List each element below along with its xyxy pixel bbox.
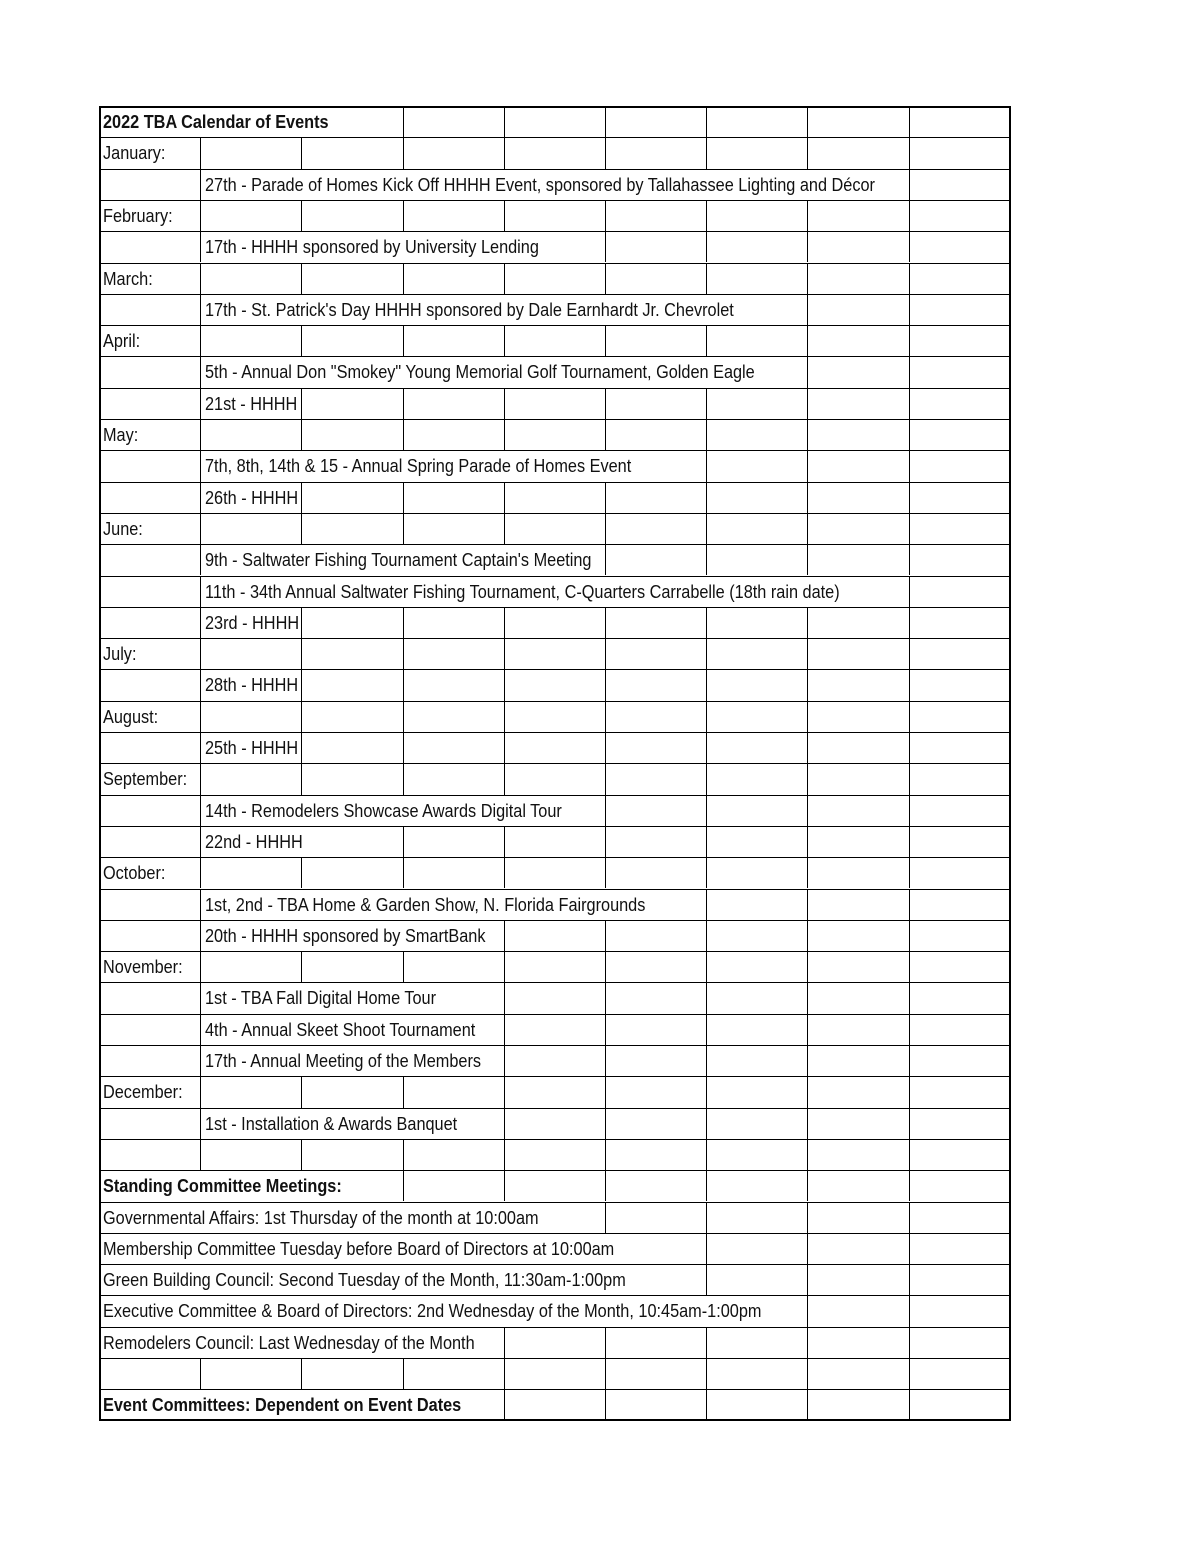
section-heading: Standing Committee Meetings: [103,1175,342,1197]
committee-text: Membership Committee Tuesday before Board of Directors at 10:00am [103,1237,615,1259]
event-text: 7th, 8th, 14th & 15 - Annual Spring Parade of Homes Event [205,455,632,477]
event-text: 17th - Annual Meeting of the Members [205,1050,482,1071]
month-label: August: [103,705,159,727]
event-text: 22nd - HHHH [205,830,303,852]
event-text: 23rd - HHHH [205,611,300,633]
month-label: February: [103,204,173,226]
committee-text: Remodelers Council: Last Wednesday of the Month [103,1331,475,1353]
event-text: 14th - Remodelers Showcase Awards Digital Tour [205,799,563,821]
event-text: 27th - Parade of Homes Kick Off HHHH Event, sponsored by Tallahassee Lighting and Décor [205,173,876,195]
month-label: September: [103,768,188,790]
event-text: 17th - St. Patrick's Day HHHH sponsored by Dale Earnhardt Jr. Chevrolet [205,298,734,320]
month-label: May: [103,424,139,445]
event-text: 21st - HHHH [205,392,298,414]
month-label: April: [103,330,141,352]
table-border [99,106,1011,1421]
event-text: 9th - Saltwater Fishing Tournament Captain's Meeting [205,549,592,571]
event-text: 1st - Installation & Awards Banquet [205,1112,458,1134]
event-text: 1st - TBA Fall Digital Home Tour [205,987,437,1009]
month-label: July: [103,643,137,665]
event-text: 25th - HHHH [205,737,299,758]
committee-text: Executive Committee & Board of Directors: 2nd Wednesday of the Month, 10:45am-1:00pm [103,1300,762,1322]
event-text: 28th - HHHH [205,674,299,696]
month-label: January: [103,142,166,164]
page-title: 2022 TBA Calendar of Events [103,111,329,132]
month-label: March: [103,267,153,289]
month-label: October: [103,862,166,884]
event-text: 26th - HHHH [205,486,299,508]
month-label: December: [103,1081,183,1103]
calendar-sheet [99,106,1011,1421]
event-text: 20th - HHHH sponsored by SmartBank [205,924,486,946]
month-label: June: [103,517,143,539]
committee-text: Green Building Council: Second Tuesday of the Month, 11:30am-1:00pm [103,1269,626,1291]
event-text: 4th - Annual Skeet Shoot Tournament [205,1018,476,1040]
section-heading: Event Committees: Dependent on Event Dates [103,1394,462,1416]
event-text: 11th - 34th Annual Saltwater Fishing Tournament, C-Quarters Carrabelle (18th rain date) [205,580,840,602]
event-text: 5th - Annual Don "Smokey" Young Memorial Golf Tournament, Golden Eagle [205,361,755,383]
committee-text: Governmental Affairs: 1st Thursday of the month at 10:00am [103,1206,539,1228]
event-text: 17th - HHHH sponsored by University Lending [205,236,540,258]
month-label: November: [103,956,183,978]
event-text: 1st, 2nd - TBA Home & Garden Show, N. Florida Fairgrounds [205,893,646,915]
